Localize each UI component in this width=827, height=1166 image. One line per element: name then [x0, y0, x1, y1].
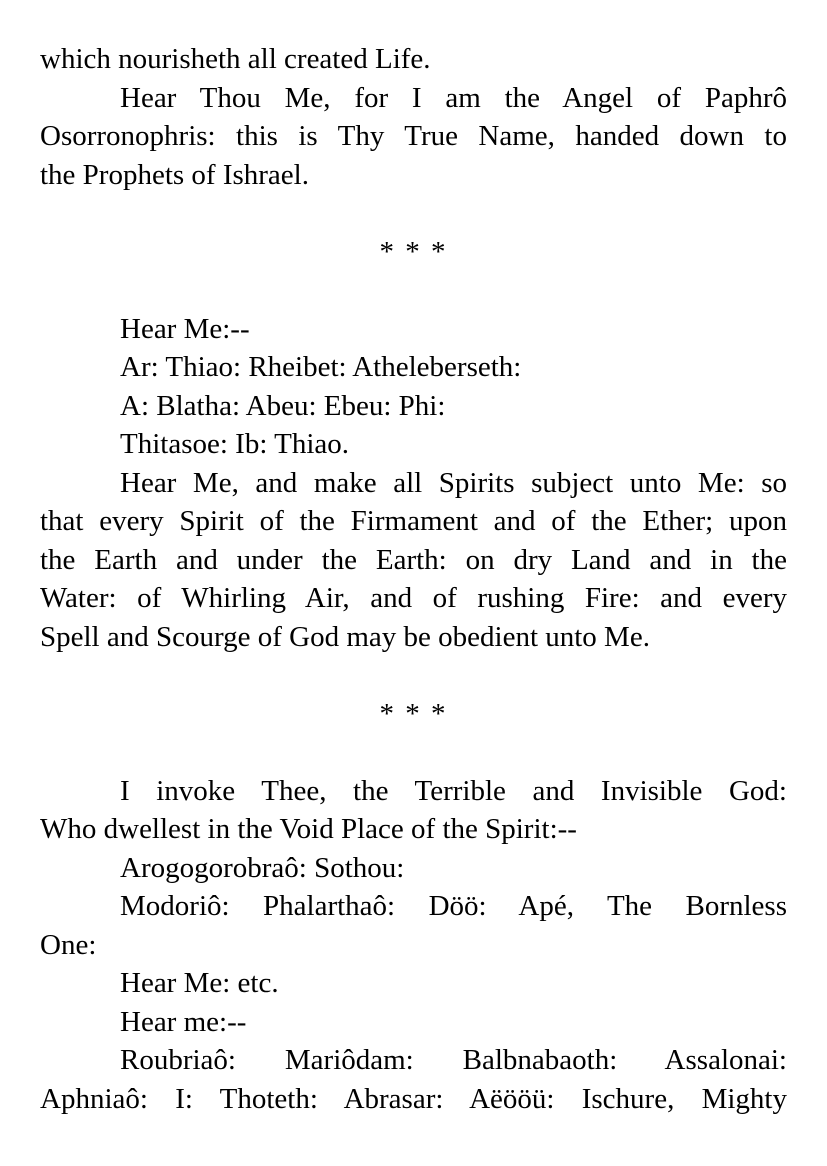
text-line: which nourisheth all created Life. — [40, 43, 431, 75]
text-line: Hear Me, and make all Spirits subject unto Me: so — [120, 466, 787, 499]
text-line: Hear me:-- — [120, 1005, 247, 1038]
text-line: Thitasoe: Ib: Thiao. — [120, 428, 349, 460]
blank-line — [40, 271, 787, 310]
text-line: Arogogorobraô: Sothou: — [120, 851, 405, 884]
text-line: Hear Me:-- — [120, 312, 250, 345]
text-line: that every Spirit of the Firmament and of the Ether; upon — [40, 505, 787, 537]
text-line: Hear Me: etc. — [120, 967, 279, 999]
text-line: A: Blatha: Abeu: Ebeu: Phi: — [120, 389, 446, 422]
text-line: Osorronophris: this is Thy True Name, handed down to — [40, 120, 787, 152]
text-line: Hear Thou Me, for I am the Angel of Paphrô — [120, 81, 787, 114]
text-line: Who dwellest in the Void Place of the Spirit:-- — [40, 813, 577, 845]
text-line: the Earth and under the Earth: on dry Land and in the — [40, 543, 787, 576]
section-separator: * * * — [379, 235, 448, 268]
text-line: Modoriô: Phalarthaô: Döö: Apé, The Bornless — [120, 890, 787, 922]
text-line: Water: of Whirling Air, and of rushing Fire: and every — [40, 582, 787, 614]
text-line: I invoke Thee, the Terrible and Invisible God: — [120, 774, 787, 807]
text-line: Spell and Scourge of God may be obedient unto Me. — [40, 620, 650, 653]
blank-line — [40, 194, 787, 233]
text-line: Ar: Thiao: Rheibet: Atheleberseth: — [120, 351, 522, 383]
section-separator: * * * — [379, 697, 448, 730]
text-line: the Prophets of Ishrael. — [40, 158, 309, 191]
document-page — [40, 40, 787, 1118]
text-line: Aphniaô: I: Thoteth: Abrasar: Aëööü: Ischure, Mighty — [40, 1082, 787, 1115]
blank-line — [40, 733, 787, 772]
text-line: Roubriaô: Mariôdam: Balbnabaoth: Assalonai: — [120, 1044, 787, 1076]
blank-line — [40, 656, 787, 695]
text-line: One: — [40, 928, 97, 961]
